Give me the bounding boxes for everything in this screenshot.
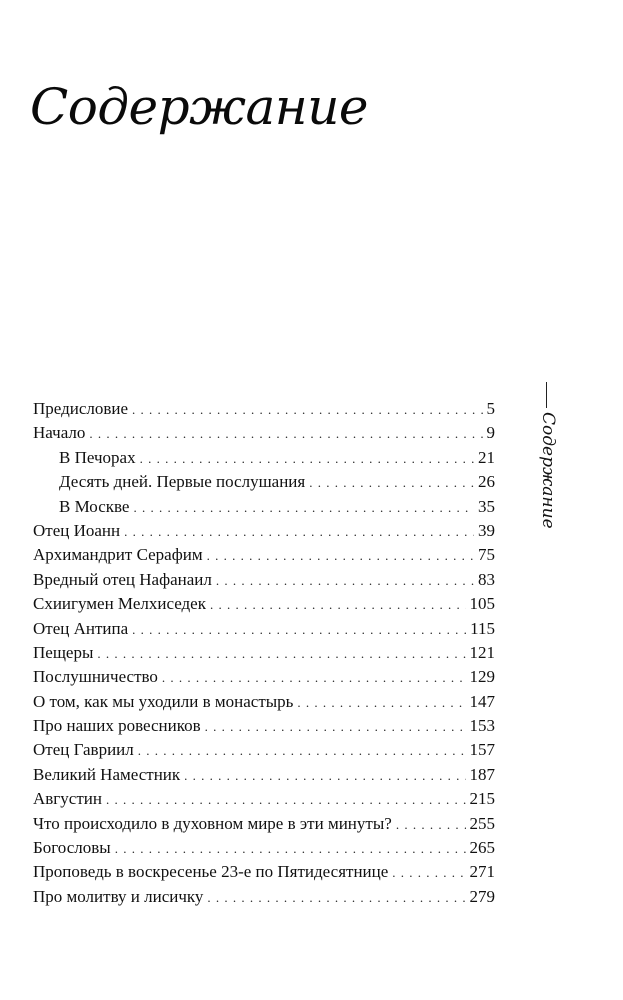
dot-leader <box>297 691 465 715</box>
dot-leader <box>205 715 466 739</box>
toc-entry-page-number: 121 <box>469 642 495 662</box>
dot-leader <box>115 837 466 861</box>
toc-entry[interactable] <box>33 885 495 909</box>
toc-entry[interactable] <box>33 397 495 421</box>
toc-entry-page-number: 39 <box>478 520 495 540</box>
toc-entry-title: Великий Наместник <box>33 764 181 784</box>
toc-entry-title: О том, как мы уходили в монастырь <box>33 691 294 711</box>
toc-entry-title: Вредный отец Нафанаил <box>33 569 212 589</box>
toc-entry-page-number: 35 <box>478 496 495 516</box>
toc-entry-title: Начало <box>33 423 86 443</box>
dot-leader <box>97 642 465 666</box>
toc-entry[interactable] <box>33 421 495 445</box>
toc-entry-title: Схиигумен Мелхиседек <box>33 594 206 614</box>
toc-entry-page-number: 9 <box>486 423 495 443</box>
toc-entry[interactable] <box>33 860 495 884</box>
dot-leader <box>207 544 474 568</box>
running-header-rule <box>546 382 547 408</box>
toc-entry-title: Архимандрит Серафим <box>33 545 203 565</box>
toc-entry[interactable] <box>33 714 495 738</box>
toc-entry[interactable] <box>33 738 495 762</box>
dot-leader <box>133 496 474 520</box>
toc-entry-title: Про молитву и лисичку <box>33 886 204 906</box>
dot-leader <box>106 788 466 812</box>
toc-entry-title: В Москве <box>59 496 130 516</box>
page-title: Содержание <box>30 78 369 136</box>
dot-leader <box>132 618 466 642</box>
toc-entry[interactable] <box>33 568 495 592</box>
toc-entry[interactable] <box>33 836 495 860</box>
toc-entry[interactable] <box>33 470 495 494</box>
toc-entry-title: В Печорах <box>59 447 136 467</box>
toc-entry[interactable] <box>33 543 495 567</box>
toc-entry-page-number: 105 <box>469 594 495 614</box>
dot-leader <box>124 520 474 544</box>
dot-leader <box>184 764 465 788</box>
dot-leader <box>138 739 466 763</box>
toc-entry[interactable] <box>33 519 495 543</box>
dot-leader <box>216 569 474 593</box>
toc-entry-page-number: 255 <box>469 813 495 833</box>
toc-entry[interactable] <box>33 812 495 836</box>
toc-entry-page-number: 271 <box>469 862 495 882</box>
dot-leader <box>309 471 474 495</box>
toc-entry-page-number: 129 <box>469 667 495 687</box>
toc-entry-title: Предисловие <box>33 399 129 418</box>
toc-entry[interactable] <box>33 787 495 811</box>
table-of-contents <box>33 397 495 909</box>
toc-entry-title: Десять дней. Первые послушания <box>59 472 306 492</box>
toc-entry[interactable] <box>33 495 495 519</box>
toc-entry-page-number: 147 <box>469 691 495 711</box>
toc-entry-title: Проповедь в воскресенье 23-е по Пятидесятнице <box>33 862 389 882</box>
toc-entry-page-number: 115 <box>470 618 495 638</box>
toc-entry-title: Послушничество <box>33 667 158 687</box>
toc-entry[interactable] <box>33 665 495 689</box>
dot-leader <box>207 886 465 910</box>
dot-leader <box>89 422 482 446</box>
toc-entry-page-number: 157 <box>469 740 495 760</box>
toc-entry-page-number: 21 <box>478 447 495 467</box>
dot-leader <box>132 398 482 422</box>
toc-entry-page-number: 215 <box>469 789 495 809</box>
toc-entry-title: Что происходило в духовном мире в эти минуты? <box>33 813 392 833</box>
dot-leader <box>396 813 466 837</box>
toc-entry-title: Отец Гавриил <box>33 740 134 760</box>
toc-entry[interactable] <box>33 617 495 641</box>
toc-entry[interactable] <box>33 592 495 616</box>
toc-entry-title: Отец Антипа <box>33 618 129 638</box>
toc-entry-title: Пещеры <box>33 642 94 662</box>
dot-leader <box>140 447 474 471</box>
toc-entry-title: Отец Иоанн <box>33 520 121 540</box>
toc-entry[interactable] <box>33 641 495 665</box>
toc-entry[interactable] <box>33 763 495 787</box>
toc-entry-page-number: 153 <box>469 716 495 736</box>
toc-entry-page-number: 279 <box>469 886 495 906</box>
toc-entry-page-number: 265 <box>469 838 495 858</box>
toc-entry-title: Про наших ровесников <box>33 716 201 736</box>
toc-entry[interactable] <box>33 690 495 714</box>
toc-entry-title: Августин <box>33 789 102 809</box>
dot-leader <box>210 593 466 617</box>
toc-entry-page-number: 187 <box>469 764 495 784</box>
toc-entry-title: Богословы <box>33 838 111 858</box>
running-header: Содержание <box>538 412 558 529</box>
toc-entry-page-number: 83 <box>478 569 495 589</box>
toc-entry-page-number: 75 <box>478 545 495 565</box>
toc-entry-page-number: 26 <box>478 472 495 492</box>
dot-leader <box>162 666 466 690</box>
toc-entry[interactable] <box>33 446 495 470</box>
toc-entry-page-number: 5 <box>486 399 495 418</box>
dot-leader <box>392 861 465 885</box>
